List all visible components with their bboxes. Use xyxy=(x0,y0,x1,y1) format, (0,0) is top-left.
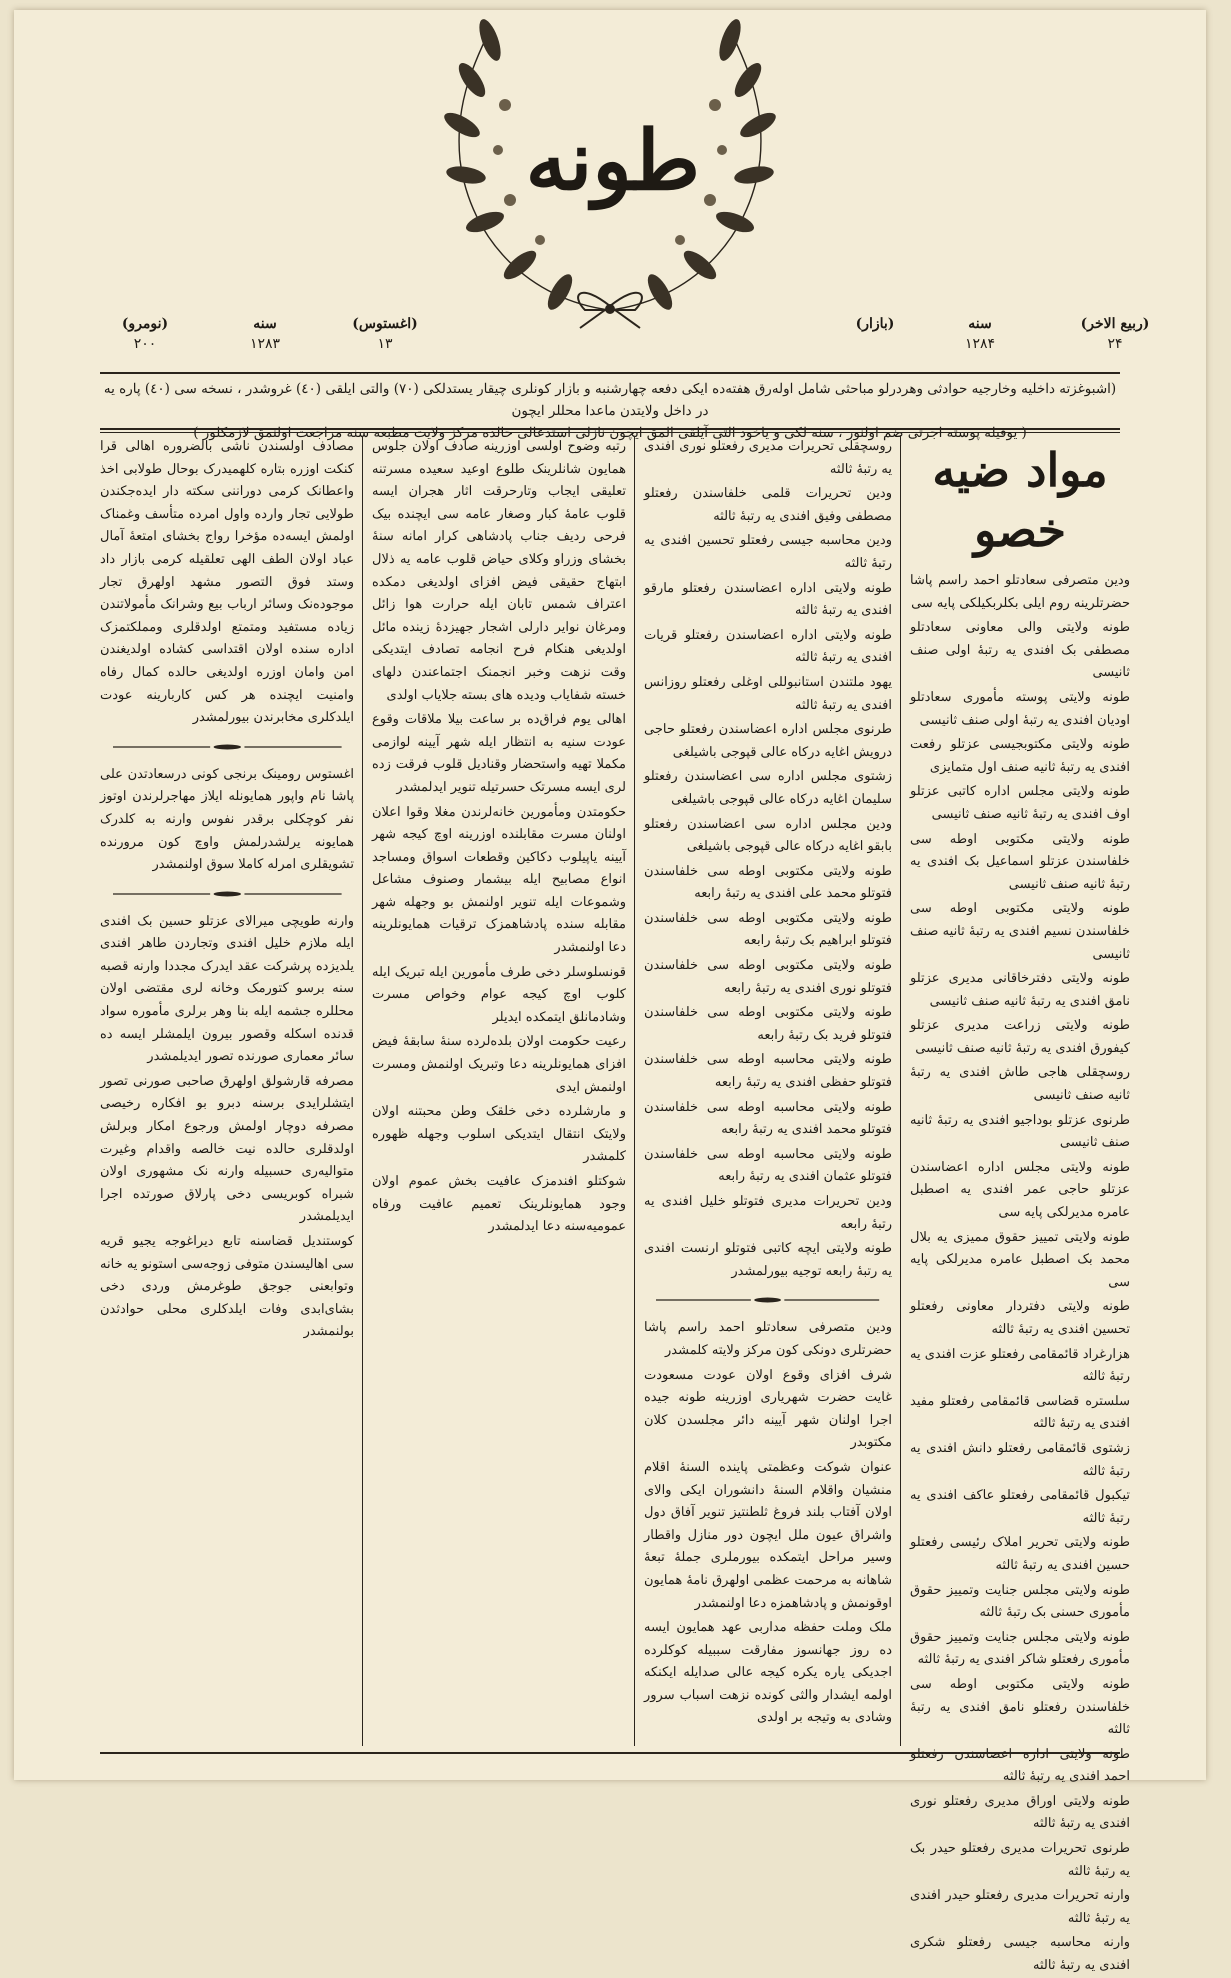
article-paragraph: طونه ولایتی مکتوبجیسی عزتلو رفعت افندی یه رتبهٔ ثانیه صنف اول متمایزی xyxy=(910,737,1130,775)
article-paragraph: مصادف اولسندن ناشی بالضروره اهالی قرا کنکت اوزره بتاره کلهمیدرک بوحال طولابی اخذ واعطانک کرمی دوراننی سکته دار ایده‌جکندن طولایی تجار وارده واول امرده متأسف وغمناک اولمش ایسه‌ده مؤخرا رواج بخشای امتعهٔ آمال عباد اولان الطف الهی تعلقیله کرمی بازار داد وستد فوق التصور مشهد اولهرق تجار موجوده‌نک وسائر ارباب بیع وشرانک مأمولاتندن زیاده مستفید ومتمتع اولدقلری ومملکتمزک اداره سنده اولان اقتداسی کشاده اولدیغندن امن وامان اوزره اولدیغی حالده کمال رفاه وامنیت ایچنده هر کس کاربارینه عودت ایلدکلری مخابرندن بیورلمشدر xyxy=(100,439,354,726)
date-weekday xyxy=(800,314,950,334)
date-label: سنه xyxy=(968,316,992,332)
article-paragraph: طونه ولایتی مجلس اداره کاتبی عزتلو اوف افندی یه رتبهٔ ثانیه صنف ثانیسی xyxy=(910,784,1130,822)
ornamental-divider-icon xyxy=(656,1297,879,1303)
column-body xyxy=(910,570,1130,1978)
article-paragraph: وارنه طویچی میرالای عزتلو حسین بک افندی ایله ملازم خلیل افندی وتجاردن طاهر افندی یلدیزده پرشرکت عقد ایدرک مجددا وارنه قصبه سنه برسو کتورمک وخانه لری مقتضی اولان محللره جشمه ایله بنا وهر برلری مأموره سواد قدنده اسکله وقصور بیرون ایلمشلر ایسه ده سائر معماری صورنده تصور ایدیلمشدر xyxy=(100,913,354,1065)
article-paragraph: وارنه محاسبه جیسی رفعتلو شکری افندی یه رتبهٔ ثالثه xyxy=(910,1935,1130,1974)
article-paragraph: طونه ولایتی مکتوبی اوطه سی خلفاسندن فتوتلو ابراهیم بک رتبهٔ رابعه xyxy=(644,910,892,949)
date-value: ۲۴ xyxy=(1107,336,1123,352)
article-paragraph: تیکبول قائمقامی رفعتلو عاکف افندی یه رتبهٔ ثالثه xyxy=(910,1488,1130,1526)
article-paragraph: طونه ولایتی محاسبه اوطه سی خلفاسندن فتوتلو حفظی افندی یه رتبهٔ رابعه xyxy=(644,1052,892,1091)
article-paragraph: هزارغراد قائمقامی رفعتلو عزت افندی یه رتبهٔ ثالثه xyxy=(910,1346,1130,1385)
column-divider xyxy=(900,436,901,1746)
ornamental-divider-icon xyxy=(113,744,342,750)
article-paragraph: طونه ولایتی زراعت مدیری عزتلو کیفورق افندی یه رتبهٔ ثانیه صنف ثانیسی xyxy=(910,1018,1130,1056)
column-three xyxy=(372,436,626,1746)
column-body xyxy=(644,436,892,1730)
article-paragraph: طونه ولایتی اداره اعضاسندن رفعتلو قریات افندی یه رتبهٔ ثالثه xyxy=(644,627,892,666)
column-divider xyxy=(634,436,635,1746)
header-rule-top xyxy=(100,372,1120,374)
article-paragraph: طونه ولایتی مجلس جنایت وتمییز حقوق مأموری رفعتلو شاکر افندی یه رتبهٔ ثالثه xyxy=(910,1629,1130,1668)
article-paragraph: شرف افزای وقوع اولان عودت مسعودت غایت حضرت شهریاری اوزرینه طونه جیده اجرا اولنان شهر آیینه دائر مجلسدن کلان مکتوبدر xyxy=(644,1367,892,1451)
newspaper-title: طونه xyxy=(525,113,700,209)
article-paragraph: طونه ولایتی مکتوبی اوطه سی خلفاسندن عزتلو اسماعیل بک افندی یه رتبهٔ ثانیه صنف ثانیسی xyxy=(910,831,1130,892)
article-paragraph: طونه ولایتی اداره اعضاسندن رفعتلو مارقو افندی یه رتبهٔ ثالثه xyxy=(644,580,892,619)
article-paragraph: طونه ولایتی محاسبه اوطه سی خلفاسندن فتوتلو محمد افندی یه رتبهٔ رابعه xyxy=(644,1099,892,1138)
date-label: (اغستوس) xyxy=(352,316,418,332)
header-rule-double xyxy=(100,432,1120,433)
article-paragraph: اغستوس رومینک برنجی کونی درسعادتدن علی پاشا نام واپور همایونله ایلاز مهاجرلرندن اوتوز نفر کوچکلی برقدر نفوس وارنه به کلدرک همایونه یرلشدرلمش واوچ کون مرورنده تشویقلری امرله کاملا سوق اولنمشدر xyxy=(100,766,354,873)
column-divider xyxy=(362,436,363,1746)
article-paragraph: طونه ولایتی مکتوبی اوطه سی خلفاسندن فتوتلو محمد علی افندی یه رتبهٔ رابعه xyxy=(644,863,892,902)
date-label: (بازار) xyxy=(855,316,895,332)
article-paragraph: طرنوی عزتلو بوداجیو افندی یه رتبهٔ ثانیه صنف ثانیسی xyxy=(910,1112,1130,1151)
article-paragraph: طونه ولایتی والی معاونی سعادتلو مصطفی بک افندی یه رتبهٔ اولی صنف ثانیسی xyxy=(910,620,1130,681)
article-paragraph: روسچقلی تحریرات مدیری رفعتلو نوری افندی یه رتبهٔ ثالثه xyxy=(644,439,892,477)
column-body xyxy=(100,436,354,1344)
column-official-appointments xyxy=(910,436,1130,1974)
article-paragraph: طونه ولایتی اوراق مدیری رفعتلو نوری افندی یه رتبهٔ ثالثه xyxy=(910,1793,1130,1832)
article-paragraph: ملک وملت حفظه مداربی عهد همایون ایسه ده روز جهانسوز مفارقت سببیله کوکلرده اجدیکی یاره یکره کیجه عالی صدایله ایکنکه اولمه ایشدار والثی کونده نزهت اسباب سرور وشادی به وتیجه بر اولدی xyxy=(644,1620,892,1726)
notice-line: (اشبوغزته داخلیه وخارجیه حوادثی وهردرلو مباحثی شامل اولەرق هفتەده ایکی دفعه چهارشنبه و بازار کونلری چیقار یستدلکی (۷۰) والتی ایلقی (٤۰) غروشدر ، نسخه سی (٤۰) پاره یه در داخل ولایتدن ماعدا محللر ایچون xyxy=(103,381,1117,419)
article-paragraph: اهالی یوم فراق‌ده بر ساعت بیلا ملاقات وقوع عودت سنیه به انتظار ایله شهر آیینه لوازمی مکملا تهیه واستحضار وقنادیل قلوب فرقت زده لری ایسه مسرتک حسرتیله تنویر ایدلمشدر xyxy=(372,712,626,795)
article-paragraph: مصرفه قارشولق اولهرق صاحبی صورنی تصور ایتشلرایدی برسنه دبرو بو افکاره رخیصی مصرفه دوچار اولمش ورجوع امکار وبرلش اولدقلری حالده نیت خالصه واقدام وغیرت متوالیه‌ری حسبیله وارنه نک مشهوری اولان شبراه کوبریسی دخی پارلاق صورتده اجرا ایدیلمشدر xyxy=(100,1073,354,1225)
article-paragraph: ودین تحریرات مدیری فتوتلو خلیل افندی یه رتبهٔ رابعه xyxy=(644,1194,892,1232)
notice-line: ( یوقیله پوسته اجرتی ضم اولنور ، سنه لکی و یاخود التی آیلقی المق ایچون نازلی استدعالی حالده مرکز ولایت مطبعه سنه مراجعت اولنمق لازمکلور ) xyxy=(193,425,1027,441)
date-value: ۲۰۰ xyxy=(133,336,157,352)
article-paragraph: طونه ولایتی اداره اعضاسندن رفعتلو احمد افندی یه رتبهٔ ثالثه xyxy=(910,1746,1130,1785)
article-paragraph: طرنوی مجلس اداره اعضاسندن رفعتلو حاجی درویش اغایه درکاه عالی قپوجی باشیلغی xyxy=(644,722,892,760)
article-paragraph: حکومتدن ومأمورین خانه‌لرندن مغلا وقوا اعلان اولنان مسرت مقابلنده اوزرینه اوچ کیجه شهر آیینه یاپیلوب دکاکین وقطعات اسواق ومساجد انواع مصابیح ایله بیشمار وصنوف مشاعل وشموعات ایله تنویر اولنمش بو وجهله شهر مقابله سنده پادشاهمزک ترقیات همایونلرینه دعا اولنمشدر xyxy=(372,804,626,956)
article-paragraph: طونه ولایتی مکتوبی اوطه سی خلفاسندن نسیم افندی یه رتبهٔ ثانیه صنف ثانیسی xyxy=(910,901,1130,962)
section-heading: مواد ضیه خصو xyxy=(932,443,1108,557)
article-paragraph: طونه ولایتی محاسبه اوطه سی خلفاسندن فتوتلو عثمان افندی یه رتبهٔ رابعه xyxy=(644,1146,892,1185)
article-paragraph: طونه ولایتی مکتوبی اوطه سی خلفاسندن رفعتلو نامق افندی یه رتبهٔ ثالثه xyxy=(910,1676,1130,1738)
column-two xyxy=(644,436,892,1746)
footer-rule xyxy=(100,1752,1120,1754)
article-paragraph: زشتوی قائمقامی رفعتلو دانش افندی یه رتبهٔ ثالثه xyxy=(910,1440,1130,1479)
article-paragraph: و مارشلرده دخی خلقک وطن محبتنه اولان ولایتک انتقال ایتدیکی اسلوب وجهله ظهوره کلمشدر xyxy=(372,1104,626,1165)
ornamental-divider-icon xyxy=(113,891,342,897)
article-paragraph: طرنوی تحریرات مدیری رفعتلو حیدر بک یه رتبهٔ ثالثه xyxy=(910,1841,1130,1879)
article-paragraph: ودین متصرفی سعادتلو احمد راسم پاشا حضرتلرینه روم ایلی بکلربکیلکی پایه سی xyxy=(910,573,1130,611)
date-value: ۱۲۸۴ xyxy=(964,336,996,352)
article-paragraph: روسچقلی هاجی طاش افندی یه رتبهٔ ثانیه صنف ثانیسی xyxy=(910,1065,1130,1104)
column-four xyxy=(100,436,354,1746)
article-paragraph: رتبه وضوح اولسی اوزرینه صادف اولان جلوس همایون شانلرینک طلوع اوعید سعیده مسرتنه تعلیقی ایجاب وتارحرقت اثار هجران ایسه قلوب عامهٔ کبار وصغار عامه سی ایچنده بیک فرحی ردیف جناب پادشاهی کرار امانه سنهٔ بخشای وزراو وکلای حیاض قلوب عامه یه ذلال ابتهاج حقیقی فیض افزای اولدیغی دمکده اعتراف شمس تابان ایله حرارت هوا زائل ومرغان نوایر دارلی اشجار جهیزدهٔ زینده مائل اولدیغی هنکام فرح انجامه تصادف ایتدیکی وقت نزهت وخبر انجمنک اجتماعندن دلهای خسته شفایاب ودیده های بسته جلایاب اولدی xyxy=(372,439,626,703)
article-paragraph: زشتوی مجلس اداره سی اعضاسندن رفعتلو سلیمان اغایه درکاه عالی قپوجی باشیلغی xyxy=(644,769,892,807)
article-paragraph: طونه ولایتی مکتوبی اوطه سی خلفاسندن فتوتلو فرید بک رتبهٔ رابعه xyxy=(644,1005,892,1043)
header-rule-bottom xyxy=(100,428,1120,430)
subscription-notice xyxy=(100,378,1120,444)
article-paragraph: طونه ولایتی تحریر املاک رئیسی رفعتلو حسین افندی یه رتبهٔ ثالثه xyxy=(910,1535,1130,1573)
article-paragraph: سلستره قضاسی قائمقامی رفعتلو مفید افندی یه رتبهٔ ثالثه xyxy=(910,1393,1130,1432)
article-paragraph: طونه ولایتی تمییز حقوق ممیزی یه بلال محمد بک اصطبل عامره مدیرلکی پایه سی xyxy=(910,1229,1130,1290)
article-paragraph: طونه ولایتی مجلس جنایت وتمییز حقوق مأموری حسنی بک رتبهٔ ثالثه xyxy=(910,1582,1130,1621)
article-paragraph: قونسلوسلر دخی طرف مأمورین ایله تبریک ایله کلوب اوچ کیجه عوام وخواص مسرت وشادمانلق ایتمکده ایدیلر xyxy=(372,964,626,1025)
article-paragraph: یهود ملتندن استانبوللی اوغلی رفعتلو روزانس افندی یه رتبهٔ ثالثه xyxy=(644,674,892,713)
date-value: ۱۲۸۳ xyxy=(249,336,281,352)
article-paragraph: طونه ولایتی دفترخاقانی مدیری عزتلو نامق افندی یه رتبهٔ ثانیه صنف ثانیسی xyxy=(910,971,1130,1009)
article-paragraph: کوستندیل قضاسنه تابع دیراغوجه یجیو قریه سی اهالیسندن متوفی زوجه‌سی استونو یه خانه وتوابعنی جوجق طوغرمش وردی دخی بشای‌ابدی وفات ایلدکلری محلی حوادثدن بولنمشدر xyxy=(100,1234,354,1340)
article-paragraph: طونه ولایتی مکتوبی اوطه سی خلفاسندن فتوتلو نوری افندی یه رتبهٔ رابعه xyxy=(644,958,892,996)
date-label: سنه xyxy=(253,316,277,332)
article-paragraph: ودین مجلس اداره سی اعضاسندن رفعتلو بابقو اغایه درکاه عالی قپوجی باشیلغی xyxy=(644,816,892,855)
issue-number xyxy=(70,314,220,354)
date-label: (ربیع الاخر) xyxy=(1080,316,1150,332)
date-value: ۱۳ xyxy=(377,336,393,352)
article-paragraph: ودین متصرفی سعادتلو احمد راسم پاشا حضرتلری دونکی کون مرکز ولایته کلمشدر xyxy=(644,1320,892,1358)
date-label: (نومرو) xyxy=(121,316,169,332)
article-paragraph: طونه ولایتی پوسته مأموری سعادتلو اودیان افندی یه رتبهٔ اولی صنف ثانیسی xyxy=(910,689,1130,728)
article-paragraph: رعیت حکومت اولان بلده‌لرده سنهٔ سابقهٔ فیض افزای همایونلرینه دعا وتبریک اولنمش ومسرت اولنمش ایدی xyxy=(372,1034,626,1095)
article-paragraph: شوکتلو افندمزک عافیت بخش عموم اولان وجود همایونلرینک تعمیم عافیت ورفاه عمومیه‌سنه دعا ایدلمشدر xyxy=(372,1174,626,1235)
article-paragraph: طونه ولایتی ایچه کاتبی فتوتلو ارنست افندی یه رتبهٔ رابعه توجیه بیورلمشدر xyxy=(644,1241,892,1279)
article-paragraph: طونه ولایتی مجلس اداره اعضاسندن عزتلو حاجی عمر افندی یه اصطبل عامره مدیرلکی پایه سی xyxy=(910,1159,1130,1221)
article-paragraph: وارنه تحریرات مدیری رفعتلو حیدر افندی یه رتبهٔ ثالثه xyxy=(910,1888,1130,1926)
article-paragraph: ودین تحریرات قلمی خلفاسندن رفعتلو مصطفی وفیق افندی یه رتبهٔ ثالثه xyxy=(644,486,892,524)
article-paragraph: طونه ولایتی دفتردار معاونی رفعتلو تحسین افندی یه رتبهٔ ثالثه xyxy=(910,1299,1130,1337)
date-hijri-month xyxy=(1040,314,1190,354)
column-body xyxy=(372,436,626,1239)
article-paragraph: عنوان شوکت وعظمتی پاینده السنهٔ اقلام منشیان واقلام السنهٔ دانشوران ایکی والای اولان آفتاب بلند فروغ ثلطنتیز تنویر آفاق دول واشراق عیون ملل ایچون دور منازل واقطار وسیر مراحل ایتمکده بیورملری جملهٔ تبعهٔ شاهانه به مرحمت عظمی اولهرق نامهٔ همایون اوقونمش و پادشاهمزه دعا اولنمشدر xyxy=(644,1459,892,1611)
article-paragraph: ودین محاسبه جیسی رفعتلو تحسین افندی یه رتبهٔ ثالثه xyxy=(644,533,892,571)
